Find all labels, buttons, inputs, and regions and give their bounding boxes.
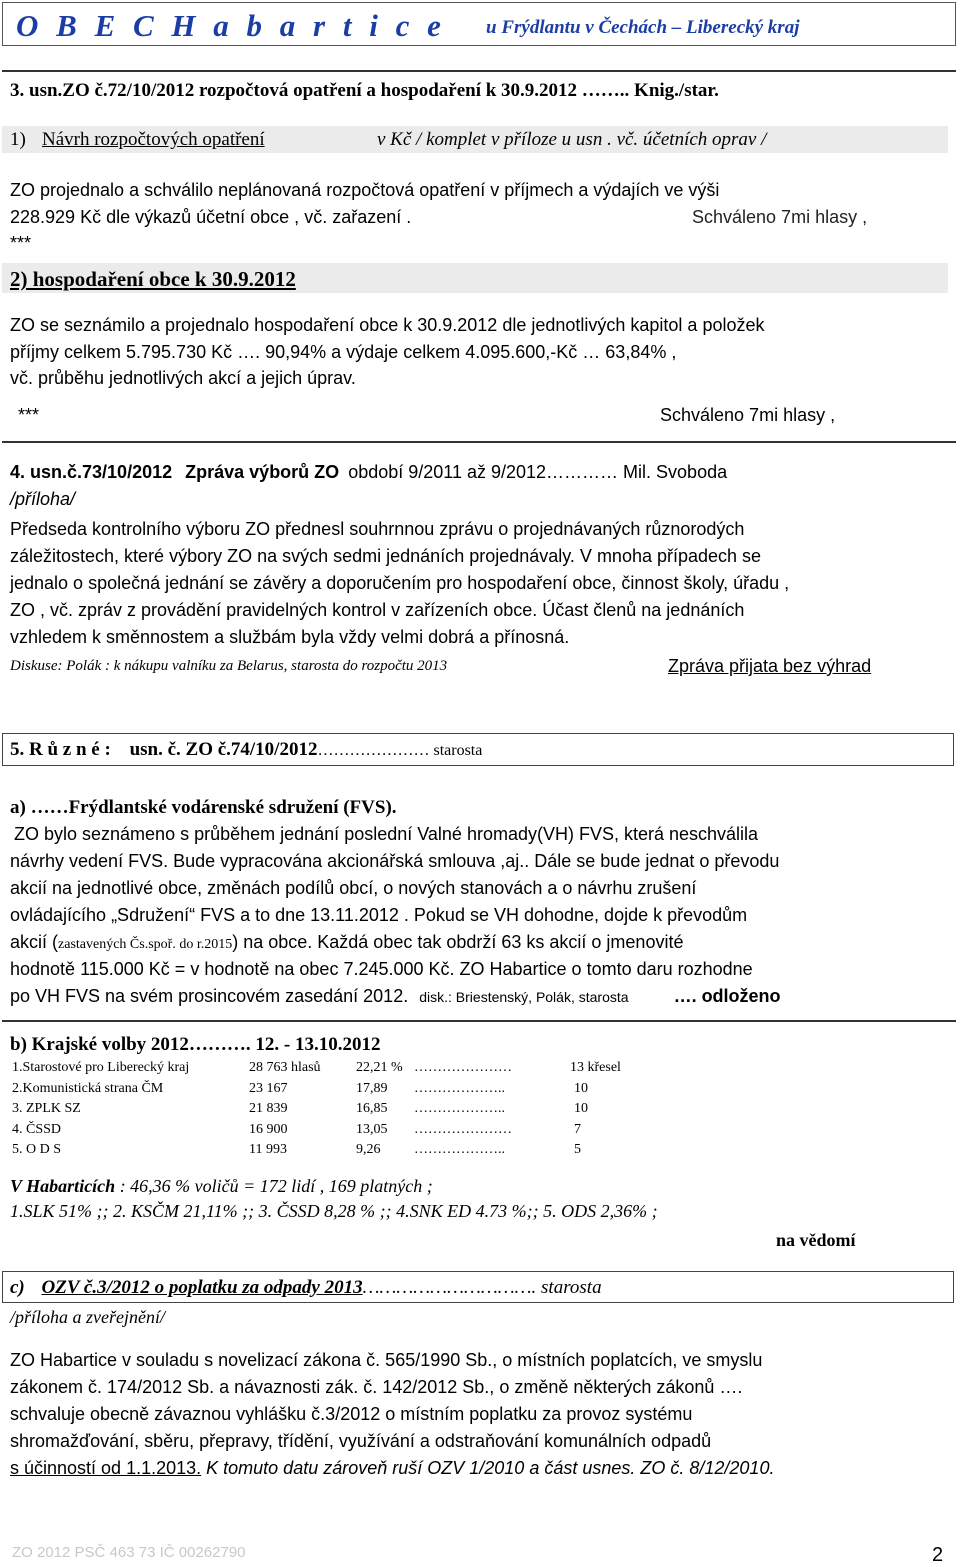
zo-resolution-line: příjmy celkem 5.795.730 Kč …. 90,94% a výdaje celkem 4.095.600,-Kč … 63,84% , [10, 342, 677, 362]
local-party-results: 1.SLK 51% ;; 2. KSČM 21,11% ;; 3. ČSSD 8,28 % ;; 4.SNK ED 4.73 %;; 5. ODS 2,36% ; [10, 1201, 658, 1221]
line-part: po VH FVS na svém prosincovém zasedání 2012. [10, 986, 409, 1006]
result-pct: 17,89 [356, 1080, 388, 1096]
section-3-heading: 3. usn.ZO č.72/10/2012 rozpočtová opatření a hospodaření k 30.9.2012 …….. Knig./star. [10, 80, 719, 101]
result-dots: ……………….. [414, 1080, 505, 1096]
paragraph-line: shromažďování, sběru, přepravy, třídění, využívání a odstraňování komunálních odpadů [10, 1431, 712, 1451]
zo-resolution-line: ZO se seznámilo a projednalo hospodaření obce k 30.9.2012 dle jednotlivých kapitol a položek [10, 315, 765, 335]
zo-resolution-line: 228.929 Kč dle výkazů účetní obce , vč. zařazení . [10, 207, 412, 227]
result-party: 5. O D S [12, 1142, 62, 1157]
paragraph-line: hodnotě 115.000 Kč = v hodnotě na obec 7.245.000 Kč. ZO Habartice o tomto daru rozhodne [10, 959, 753, 979]
paragraph-line: ovládajícího „Sdružení“ FVS a to dne 13.11.2012 . Pokud se VH dohodne, dojde k převodům [10, 905, 748, 925]
responsible-person: ………………… starosta [317, 742, 483, 759]
paragraph-line [10, 1458, 774, 1479]
discussion-note: disk.: Briestenský, Polák, starosta [419, 989, 629, 1005]
discussion-note: Diskuse: Polák : k nákupu valníku za Belarus, starosta do rozpočtu 2013 [10, 658, 448, 674]
divider [2, 1020, 956, 1022]
result-pct: 9,26 [356, 1142, 381, 1157]
resolution-number: 4. usn.č.73/10/2012 [10, 462, 173, 482]
paragraph-line: jednalo o společná jednání se závěry a doporučením pro hospodaření obce, činnost školy, úřadu , [10, 573, 790, 593]
section-4-period: období 9/2011 až 9/2012………… Mil. Svoboda [348, 462, 728, 482]
result-seats: 10 [574, 1101, 588, 1116]
resolution-number: usn. č. ZO č.74/10/2012 [129, 739, 318, 760]
paragraph-line [10, 932, 683, 953]
local-results-label: V Habarticích [10, 1176, 116, 1196]
attachment-note: /příloha a zveřejnění/ [10, 1307, 165, 1327]
item-c-label: c) [10, 1277, 25, 1298]
approval-status: Schváleno 7mi hlasy , [660, 405, 836, 425]
divider [2, 441, 956, 443]
municipality-subtitle: u Frýdlantu v Čechách – Liberecký kraj [486, 17, 800, 38]
result-votes: 11 993 [249, 1142, 287, 1157]
result-party: 3. ZPLK SZ [12, 1101, 81, 1116]
result-seats: 13 křesel [570, 1060, 621, 1075]
result-party: 4. ČSSD [12, 1121, 62, 1137]
result-seats: 7 [574, 1121, 581, 1137]
paragraph-line: ZO , vč. zpráv z provádění pravidelných kontrol v zařízeních obce. Účast členů na jednáních [10, 600, 745, 620]
stars: *** [18, 405, 40, 425]
result-pct: 13,05 [356, 1121, 388, 1137]
approval-status: Schváleno 7mi hlasy , [692, 207, 868, 227]
page-number: 2 [932, 1544, 944, 1566]
section-4-heading [10, 462, 727, 483]
line-part: ) na obce. Každá obec tak obdrží 63 ks akcií o jmenovité [232, 932, 684, 952]
item-2-heading: 2) hospodaření obce k 30.9.2012 [10, 267, 296, 291]
item-c-heading [10, 1277, 602, 1299]
attachment-note: /příloha/ [10, 489, 76, 509]
item-c-title: OZV č.3/2012 o poplatku za odpady 2013 [41, 1277, 363, 1298]
item-b-title: b) Krajské volby 2012………. 12. - 13.10.2012 [10, 1034, 381, 1055]
responsible-person: …………………………. starosta [362, 1277, 602, 1298]
item-a-title: a) ……Frýdlantské vodárenské sdružení (FVS). [10, 797, 397, 818]
repeal-note: K tomuto datu zároveň ruší OZV 1/2010 a část usnes. ZO č. 8/12/2010. [201, 1458, 775, 1478]
local-results-line [10, 1176, 433, 1197]
result-pct: 22,21 % [356, 1060, 403, 1075]
result-votes: 16 900 [249, 1121, 288, 1137]
local-turnout: : 46,36 % voličů = 172 lidí , 169 platných ; [115, 1176, 433, 1196]
effective-date: s účinností od 1.1.2013. [10, 1458, 202, 1478]
result-seats: 5 [574, 1142, 581, 1157]
paragraph-line: ZO Habartice v souladu s novelizací zákona č. 565/1990 Sb., o místních poplatcích, ve smyslu [10, 1350, 763, 1370]
section-4-title: Zpráva výborů ZO [185, 462, 340, 482]
paragraph-line: záležitostech, které výbory ZO na svých sedmi jednáních projednávaly. V mnoha případech se [10, 546, 762, 566]
paragraph-line: zákonem č. 174/2012 Sb. a návaznosti zák. č. 142/2012 Sb., o změně některých zákonů …. [10, 1377, 743, 1397]
line-part: akcií ( [10, 932, 59, 952]
item-1-note [377, 129, 766, 151]
result-seats: 10 [574, 1080, 588, 1096]
report-accepted: Zpráva přijata bez výhrad [668, 656, 872, 676]
item-1-note-text: v Kč / komplet v příloze u usn . vč. účetních oprav / [377, 129, 767, 150]
footer-info: ZO 2012 PSČ 463 73 IČ 00262790 [12, 1544, 246, 1561]
result-votes: 21 839 [249, 1101, 288, 1116]
stars: *** [10, 233, 32, 253]
result-dots: ………………… [414, 1060, 512, 1075]
paragraph-line: vzhledem k směnnostem a službám byla vždy velmi dobrá a přínosná. [10, 627, 570, 647]
section-5-title: 5. R ů z n é : [10, 739, 111, 760]
item-result: na vědomí [776, 1230, 856, 1250]
paragraph-line [10, 986, 781, 1007]
line-part-small: zastavených Čs.spoř. do r.2015 [58, 937, 233, 952]
section-5-heading [10, 739, 482, 761]
paragraph-line: ZO bylo seznámeno s průběhem jednání poslední Valné hromady(VH) FVS, která neschválila [14, 824, 759, 844]
item-1-number: 1) [10, 129, 26, 150]
zo-resolution-line: ZO projednalo a schválilo neplánovaná rozpočtová opatření v příjmech a výdajích ve výši [10, 180, 720, 200]
result-dots: ……………….. [414, 1142, 505, 1157]
item-result: …. odloženo [673, 986, 781, 1006]
paragraph-line: akcií na jednotlivé obce, změnách podílů obcí, o nových stanovách a o návrhu zrušení [10, 878, 697, 898]
paragraph-line: Předseda kontrolního výboru ZO přednesl souhrnnou zprávu o projednávaných různorodých [10, 519, 745, 539]
municipality-title: O B E C H a b a r t i c e [16, 8, 446, 43]
item-1-title: Návrh rozpočtových opatření [42, 129, 265, 150]
result-party: 1.Starostové pro Liberecký kraj [12, 1060, 190, 1075]
result-votes: 23 167 [249, 1080, 288, 1096]
paragraph-line: návrhy vedení FVS. Bude vypracována akcionářská smlouva ,aj.. Dále se bude jednat o převodu [10, 851, 780, 871]
result-pct: 16,85 [356, 1101, 388, 1116]
result-party: 2.Komunistická strana ČM [12, 1080, 164, 1096]
result-dots: ……………….. [414, 1101, 505, 1116]
paragraph-line: schvaluje obecně závaznou vyhlášku č.3/2012 o místním poplatku za provoz systému [10, 1404, 693, 1424]
divider [2, 70, 956, 72]
result-votes: 28 763 hlasů [249, 1060, 321, 1075]
zo-resolution-line: vč. průběhu jednotlivých akcí a jejich úprav. [10, 368, 356, 388]
result-dots: ………………… [414, 1121, 512, 1137]
